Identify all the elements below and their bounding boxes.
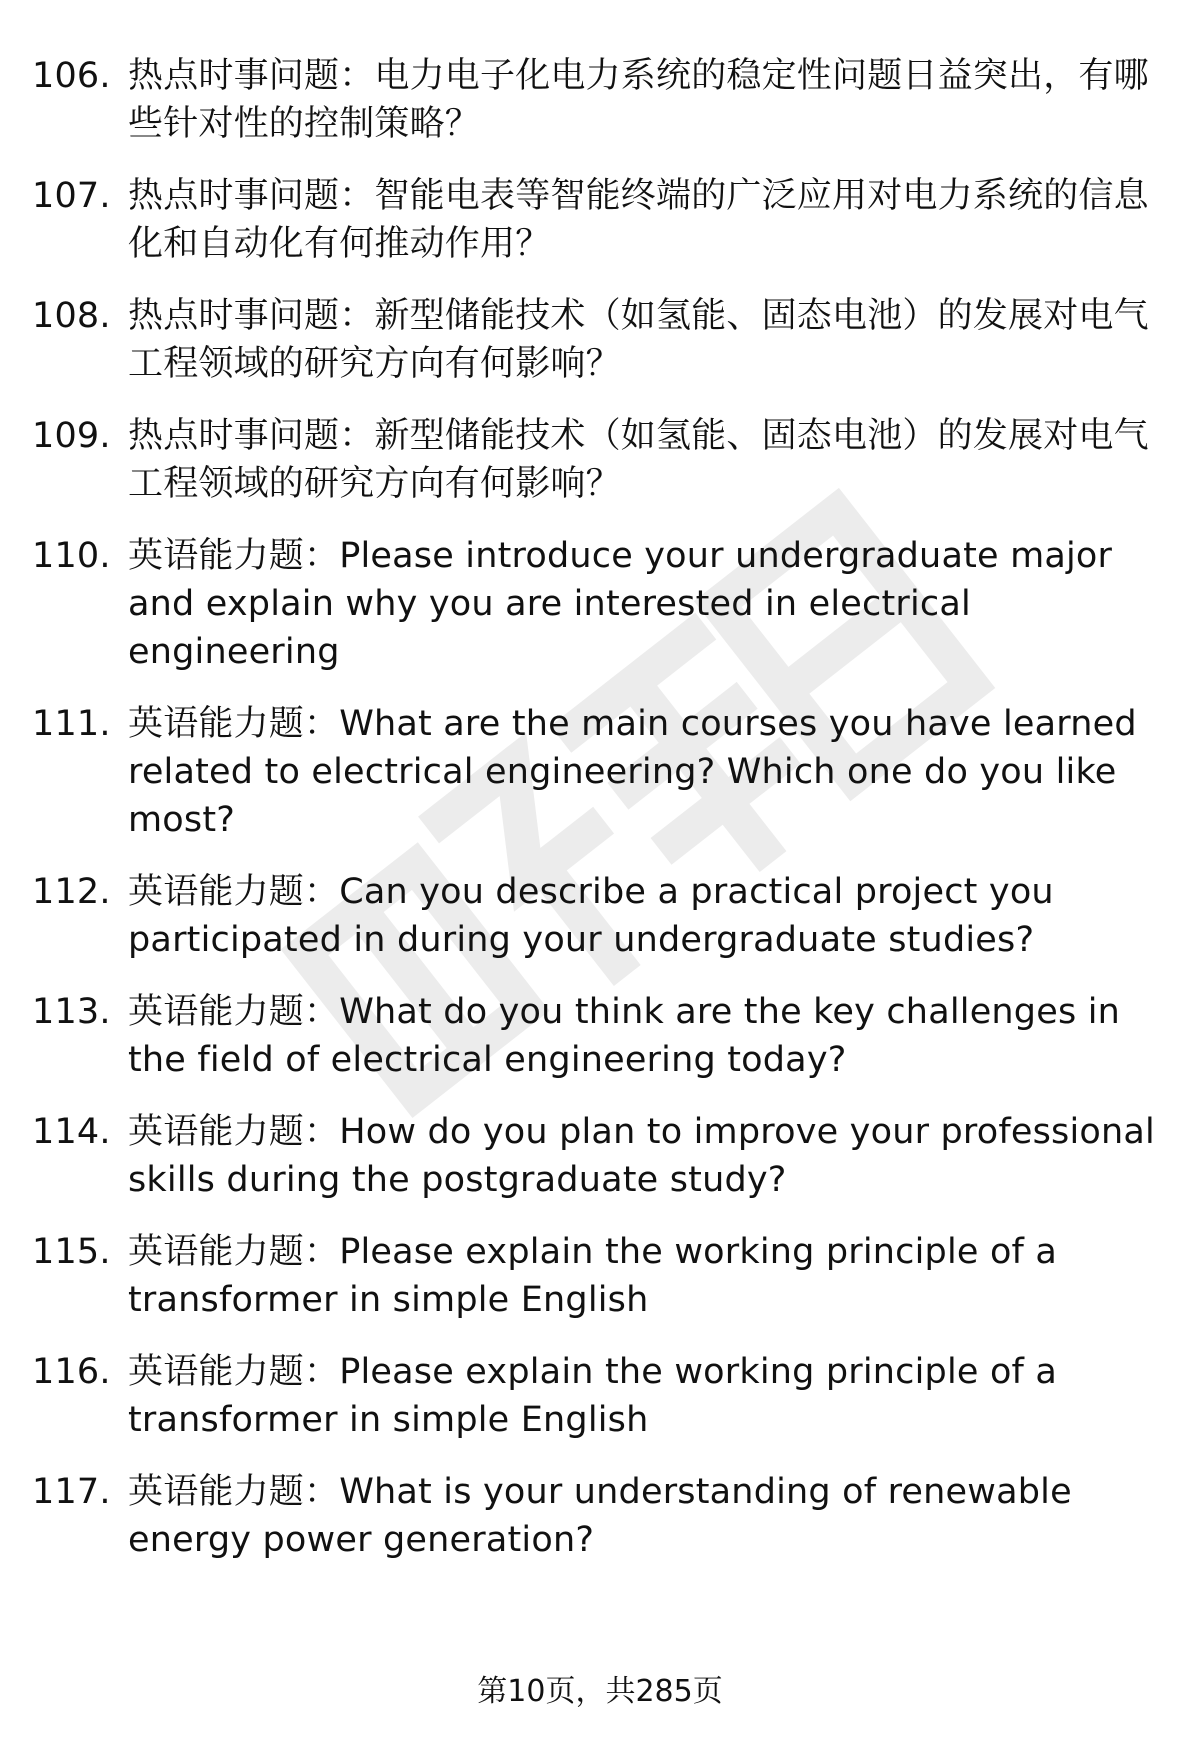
question-number: 111.	[32, 704, 111, 744]
list-item	[0, 412, 1200, 508]
question-text: 英语能力题：What are the main courses you have learned related to electrical engineering? Which one do you like most?	[128, 704, 1137, 840]
question-number: 112.	[32, 872, 111, 912]
list-item	[0, 1468, 1200, 1564]
page-number-label: 第10页，共285页	[477, 1674, 723, 1709]
question-number: 109.	[32, 416, 111, 456]
question-number: 117.	[32, 1472, 111, 1512]
list-item	[0, 1108, 1200, 1204]
question-text: 英语能力题：Please introduce your undergraduate major and explain why you are interested in electrical engineering	[128, 536, 1113, 672]
list-item	[0, 532, 1200, 676]
question-text: 热点时事问题：新型储能技术（如氢能、固态电池）的发展对电气工程领域的研究方向有何影响？	[128, 416, 1149, 504]
list-item	[0, 988, 1200, 1084]
question-text: 英语能力题：Please explain the working principle of a transformer in simple English	[128, 1352, 1058, 1440]
question-text: 英语能力题：How do you plan to improve your professional skills during the postgraduate study?	[128, 1112, 1155, 1200]
list-item	[0, 1228, 1200, 1324]
question-text: 英语能力题：What is your understanding of renewable energy power generation?	[128, 1472, 1072, 1560]
question-text: 热点时事问题：智能电表等智能终端的广泛应用对电力系统的信息化和自动化有何推动作用？	[128, 176, 1149, 264]
list-item	[0, 172, 1200, 268]
question-text: 热点时事问题：新型储能技术（如氢能、固态电池）的发展对电气工程领域的研究方向有何影响？	[128, 296, 1149, 384]
page-footer	[0, 1672, 1200, 1712]
question-text: 英语能力题：Please explain the working principle of a transformer in simple English	[128, 1232, 1058, 1320]
question-number: 106.	[32, 56, 111, 96]
list-item	[0, 700, 1200, 844]
list-item	[0, 292, 1200, 388]
question-text: 热点时事问题：电力电子化电力系统的稳定性问题日益突出，有哪些针对性的控制策略？	[128, 56, 1149, 144]
list-item	[0, 1348, 1200, 1444]
question-number: 107.	[32, 176, 111, 216]
question-number: 114.	[32, 1112, 111, 1152]
list-item	[0, 868, 1200, 964]
question-number: 113.	[32, 992, 111, 1032]
question-number: 115.	[32, 1232, 111, 1272]
question-number: 108.	[32, 296, 111, 336]
question-list	[0, 52, 1200, 1588]
question-text: 英语能力题：What do you think are the key challenges in the field of electrical engineering today?	[128, 992, 1121, 1080]
list-item	[0, 52, 1200, 148]
question-number: 116.	[32, 1352, 111, 1392]
question-text: 英语能力题：Can you describe a practical project you participated in during your undergraduate studies?	[128, 872, 1054, 960]
question-number: 110.	[32, 536, 111, 576]
